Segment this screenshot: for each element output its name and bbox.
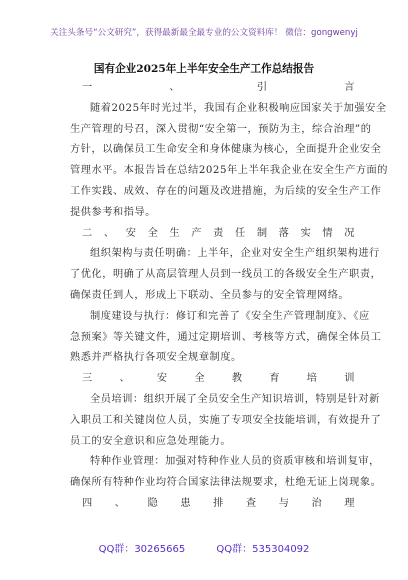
paragraph-line: 组织架构与责任明确：上半年，企业对安全生产组织架构进行 [90, 248, 380, 260]
paragraph-line: 熟悉并严格执行各项安全规章制度。 [70, 352, 242, 364]
paragraph-line: 生产管理的号召，深入贯彻“安全第一，预防为主，综合治理”的 [70, 123, 372, 135]
paragraph-line: 工作实践、成效、存在的问题及改进措施，为后续的安全生产工作 [70, 185, 382, 197]
qq-group-2: QQ群：535304092 [216, 544, 310, 555]
paragraph-line: 入职员工和关键岗位人员，实施了专项安全技能培训，有效提升了 [70, 414, 382, 426]
paragraph-line: 确保责任到人，形成上下联动、全员参与的安全管理网络。 [70, 289, 350, 301]
promo-banner: 关注头条号“公文研究”，获得最新最全最专业的公文资料库！ 微信：gongwenyj [50, 28, 358, 38]
paragraph-line: 员工的安全意识和应急处理能力。 [70, 435, 232, 447]
document-title: 国有企业2025年上半年安全生产工作总结报告 [93, 63, 315, 75]
paragraph-line: 随着2025年时光过半，我国有企业积极响应国家关于加强安全 [90, 102, 387, 114]
qq-group-1: QQ群：30265665 [98, 544, 186, 555]
section-heading-3: 三、安全教育培训 [82, 373, 355, 385]
paragraph-line: 了优化，明确了从高层管理人员到一线员工的各级安全生产职责， [70, 269, 382, 281]
footer-contact [0, 540, 408, 555]
section-heading-4: 四、隐患排查与治理 [82, 497, 355, 509]
paragraph-line: 方针，以确保员工生命安全和身体健康为核心，全面提升企业安全 [70, 144, 382, 156]
paragraph-line: 提供参考和指导。 [70, 206, 156, 218]
section-heading-1: 一、引言 [82, 82, 355, 93]
paragraph-line: 制度建设与执行：修订和完善了《安全生产管理制度》、《应 [90, 310, 370, 322]
paragraph-line: 管理水平。本报告旨在总结2025年上半年我企业在安全生产方面的 [70, 165, 389, 177]
paragraph-line: 确保所有特种作业均符合国家法律法规要求，杜绝无证上岗现象。 [70, 477, 382, 489]
section-heading-2: 二、安全生产责任制落实情况 [82, 227, 355, 239]
paragraph-line: 全员培训：组织开展了全员安全生产知识培训，特别是针对新 [90, 393, 380, 405]
document-body [70, 78, 389, 515]
paragraph-line: 特种作业管理：加强对特种作业人员的资质审核和培训复审， [90, 456, 380, 468]
paragraph-line: 急预案》等关键文件，通过定期培训、考核等方式，确保全体员工 [70, 331, 382, 343]
